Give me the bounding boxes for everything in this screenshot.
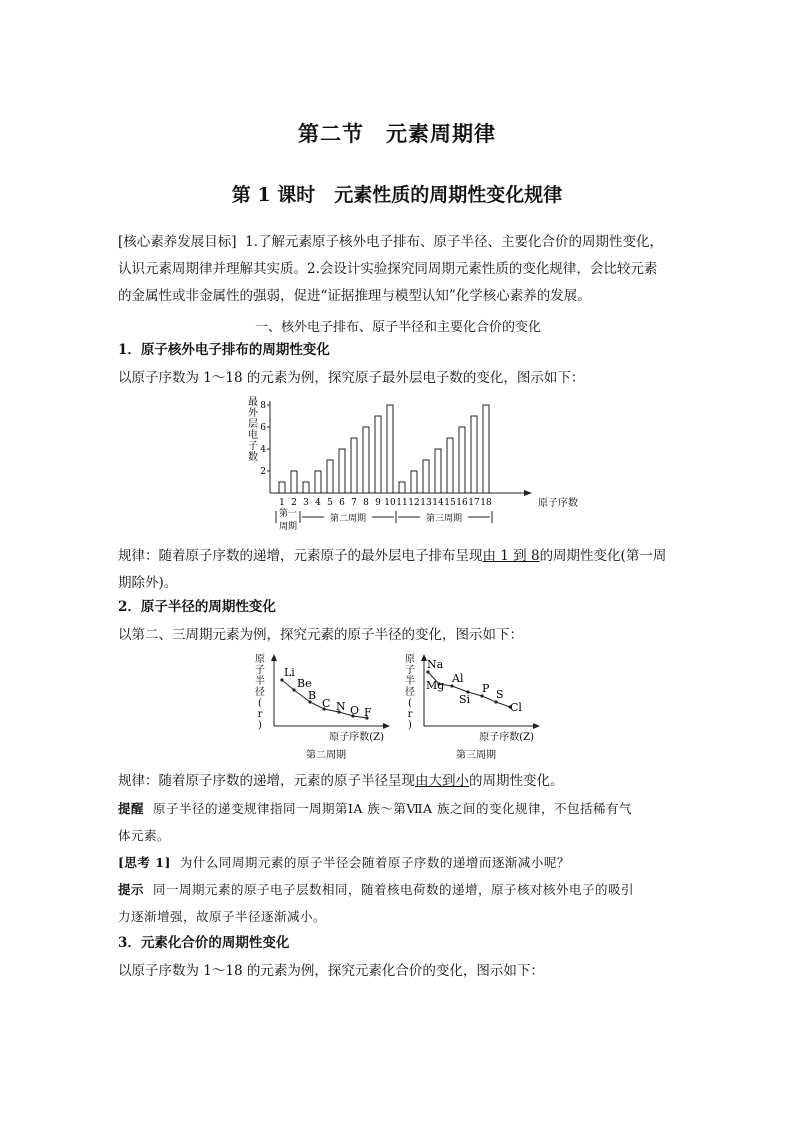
goals-paragraph	[118, 229, 678, 310]
chart-caption: 第三周期	[456, 750, 496, 761]
x-tick-label: 15	[444, 498, 456, 508]
y-axis-label-char: r	[257, 709, 263, 720]
y-axis-label-char: 半	[255, 676, 265, 687]
x-axis-arrow	[383, 723, 390, 729]
tip-label: 提醒	[118, 801, 145, 816]
y-axis-label-char: 原	[405, 654, 415, 665]
y-axis-label-char: 半	[405, 676, 415, 687]
bar	[399, 482, 405, 493]
y-axis-label-char: 子	[248, 441, 258, 452]
bar	[471, 416, 477, 493]
x-tick-label: 12	[408, 498, 420, 508]
subheading-1: 1．原子核外电子排布的周期性变化	[118, 342, 330, 358]
y-axis-label-char: 子	[405, 665, 415, 676]
element-label: Cl	[510, 701, 522, 714]
bar	[327, 460, 333, 493]
y-axis-label-char: r	[407, 709, 413, 720]
tip-block	[118, 795, 678, 849]
element-label: C	[322, 697, 331, 710]
x-axis-arrow	[524, 490, 532, 496]
intro-2: 以第二、三周期元素为例，探究元素的原子半径的变化，图示如下：	[118, 627, 523, 643]
y-axis-label-char: 最	[248, 397, 258, 408]
x-axis-arrow	[533, 723, 540, 729]
x-tick-label: 14	[432, 498, 444, 508]
x-tick-label: 6	[339, 498, 345, 508]
element-label: Mg	[426, 679, 445, 692]
y-tick-label: 2	[260, 467, 266, 477]
rule-1	[118, 543, 678, 597]
bar	[291, 471, 297, 493]
bar	[303, 482, 309, 493]
bar	[411, 471, 417, 493]
bar	[363, 427, 369, 493]
goals-line-2: 认识元素周期律并理解其实质。2.会设计实验探究同周期元素性质的变化规律，会比较元素	[118, 261, 658, 277]
y-axis-label-char: 外	[248, 408, 258, 419]
y-axis-label-char: 径	[405, 687, 415, 698]
y-tick-label: 6	[260, 423, 266, 433]
period-label-1a: 第一	[278, 509, 298, 519]
rule-2	[118, 768, 678, 795]
section-heading: 一、核外电子排布、原子半径和主要化合价的变化	[254, 320, 541, 335]
x-tick-label: 9	[375, 498, 381, 508]
rule-1-answer: 由 1 到 8	[482, 548, 540, 564]
y-axis-label-char: 径	[255, 687, 265, 698]
x-tick-label: 18	[480, 498, 492, 508]
element-label: P	[482, 682, 490, 695]
y-axis-arrow	[271, 654, 277, 661]
intro-1: 以原子序数为 1～18 的元素为例，探究原子最外层电子数的变化，图示如下：	[118, 370, 585, 386]
goals-line-3: 的金属性或非金属性的强弱，促进“证据推理与模型认知”化学核心素养的发展。	[118, 288, 591, 304]
x-tick-label: 2	[291, 498, 297, 508]
rule-2-text: 规律：随着原子序数的递增，元素的原子半径呈现	[118, 773, 415, 789]
period-label-1b: 周期	[278, 522, 298, 532]
electron-bar-chart	[240, 393, 578, 538]
radius-chart-period-3	[402, 652, 544, 764]
radius-point	[292, 688, 295, 691]
x-tick-label: 13	[420, 498, 432, 508]
x-tick-label: 1	[279, 498, 285, 508]
rule-1-text-b: 的周期性变化(第一周	[539, 548, 667, 564]
element-label: Si	[459, 693, 471, 706]
y-axis-label-char: 子	[255, 665, 265, 676]
bar	[351, 438, 357, 493]
answer-block	[118, 876, 678, 930]
bar	[279, 482, 285, 493]
period-label-2: 第二周期	[329, 514, 367, 524]
element-label: N	[336, 700, 346, 713]
radius-chart-period-2	[252, 652, 394, 764]
bar	[387, 405, 393, 493]
y-axis-label-char: )	[258, 720, 262, 731]
x-axis-label: 原子序数(Z)	[479, 732, 534, 743]
bar	[483, 405, 489, 493]
y-tick-label: 8	[260, 401, 266, 411]
chart-caption: 第二周期	[306, 750, 346, 761]
y-axis-label-char: )	[408, 720, 412, 731]
bar	[447, 438, 453, 493]
answer-text-2: 力逐渐增强，故原子半径逐渐减小。	[118, 909, 327, 924]
bar	[435, 449, 441, 493]
x-tick-label: 8	[363, 498, 369, 508]
y-axis-label-char: 原	[255, 654, 265, 665]
x-tick-label: 10	[384, 498, 396, 508]
element-label: F	[364, 706, 372, 719]
goals-tag: [核心素养发展目标]	[118, 234, 237, 250]
bar	[339, 449, 345, 493]
rule-1-text-c: 期除外)。	[118, 575, 178, 591]
x-axis-label: 原子序数(Z)	[329, 732, 384, 743]
think-question: 为什么同周期元素的原子半径会随着原子序数的递增而逐渐减小呢？	[179, 855, 570, 870]
bar	[459, 427, 465, 493]
x-tick-label: 4	[315, 498, 321, 508]
tip-text-1: 原子半径的递变规律指同一周期第ⅠA 族～第ⅦA 族之间的变化规律，不包括稀有气	[152, 801, 633, 816]
y-axis-label-char: (	[258, 698, 262, 709]
lesson-title: 第 1 课时 元素性质的周期性变化规律	[231, 184, 563, 206]
rule-2-text-b: 的周期性变化。	[469, 773, 564, 789]
answer-label: 提示	[118, 882, 145, 897]
x-tick-label: 17	[468, 498, 480, 508]
rule-2-answer: 由大到小	[415, 773, 469, 789]
y-tick-label: 4	[260, 445, 266, 455]
x-tick-label: 16	[456, 498, 468, 508]
think-label: [思考 1]	[118, 855, 171, 870]
intro-3: 以原子序数为 1～18 的元素为例，探究元素化合价的变化，图示如下：	[118, 963, 544, 979]
rule-1-text: 规律：随着原子序数的递增，元素原子的最外层电子排布呈现	[118, 548, 483, 564]
think-block	[118, 849, 678, 876]
x-axis-label: 原子序数	[538, 498, 578, 509]
x-tick-label: 11	[396, 498, 408, 508]
element-label: S	[496, 688, 504, 701]
y-axis-label-char: (	[408, 698, 412, 709]
y-axis-label-char: 电	[248, 430, 258, 441]
period-label-3: 第三周期	[425, 514, 463, 524]
subheading-2: 2．原子半径的周期性变化	[118, 599, 276, 615]
x-tick-label: 3	[303, 498, 309, 508]
element-label: B	[308, 689, 317, 702]
subheading-3: 3．元素化合价的周期性变化	[118, 935, 290, 951]
element-label: Be	[297, 677, 312, 690]
tip-text-2: 体元素。	[118, 828, 171, 843]
answer-text-1: 同一周期元素的原子电子层数相同，随着核电荷数的递增，原子核对核外电子的吸引	[152, 882, 634, 897]
x-tick-label: 7	[351, 498, 357, 508]
x-tick-label: 5	[327, 498, 333, 508]
element-label: Li	[284, 666, 295, 679]
element-label: Al	[452, 672, 464, 685]
element-label: Na	[427, 658, 444, 671]
bar	[375, 416, 381, 493]
y-axis-label-char: 层	[248, 419, 258, 430]
y-axis-label-char: 数	[248, 452, 258, 463]
page-title: 第二节 元素周期律	[298, 121, 496, 146]
element-label: O	[350, 704, 360, 717]
bar	[315, 471, 321, 493]
bar	[423, 460, 429, 493]
goals-line-1: 1.了解元素原子核外电子排布、原子半径、主要化合价的周期性变化，	[245, 234, 664, 250]
